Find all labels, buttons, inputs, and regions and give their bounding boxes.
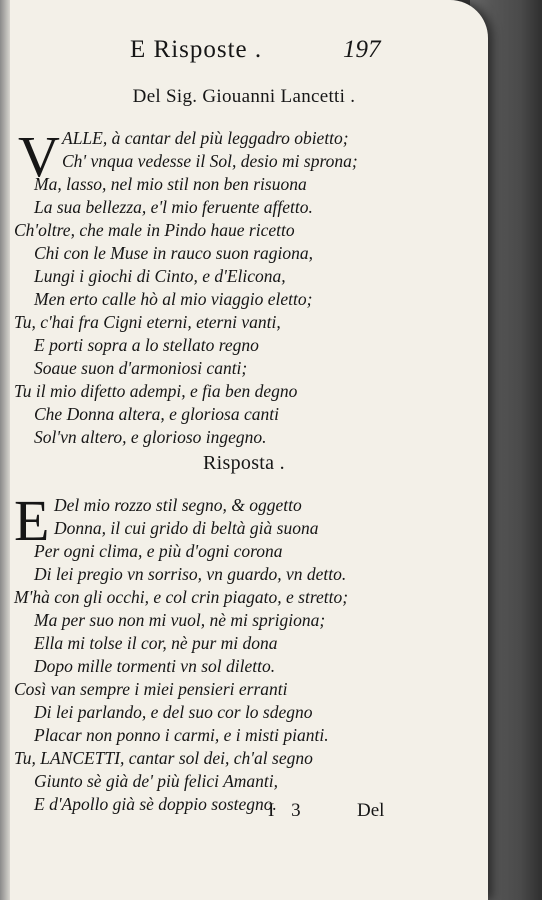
- verse-line: Ella mi tolse il cor, nè pur mi dona: [34, 633, 278, 653]
- verse-line: La sua bellezza, e'l mio feruente affetto.: [34, 197, 313, 217]
- verse-line: Dopo mille tormenti vn sol diletto.: [34, 656, 276, 676]
- verse-line: Placar non ponno i carmi, e i misti pianti.: [34, 725, 329, 745]
- verse-line: Tu il mio difetto adempi, e fia ben degno: [14, 381, 298, 401]
- verse-line: Chi con le Muse in rauco suon ragiona,: [34, 243, 314, 263]
- page-gutter-shadow: [0, 0, 10, 900]
- verse-line: Così van sempre i miei pensieri erranti: [14, 679, 288, 699]
- running-head: [0, 36, 488, 70]
- sonnet-2-heading: Risposta .: [203, 452, 285, 474]
- verse-line: Ma per suo non mi vuol, nè mi sprigiona;: [34, 610, 326, 630]
- verse-line: Soaue suon d'armoniosi canti;: [34, 358, 248, 378]
- verse-line: Tu, LANCETTI, cantar sol dei, ch'al segno: [14, 748, 313, 768]
- verse-line: Per ogni clima, e più d'ogni corona: [34, 541, 283, 561]
- verse-line: E porti sopra a lo stellato regno: [34, 335, 259, 355]
- verse-line: Men erto calle hò al mio viaggio eletto;: [34, 289, 313, 309]
- verse-line: Ch'oltre, che male in Pindo haue ricetto: [14, 220, 295, 240]
- verse-line: Lungi i giochi di Cinto, e d'Elicona,: [34, 266, 286, 286]
- verse-line: M'hà con gli occhi, e col crin piagato, e stretto;: [14, 587, 349, 607]
- verse-line: Di lei pregio vn sorriso, vn guardo, vn detto.: [34, 564, 347, 584]
- drop-cap: V: [18, 124, 60, 189]
- sonnet-1-heading: Del Sig. Giouanni Lancetti .: [132, 86, 356, 107]
- verse-line: Del mio rozzo stil segno, & oggetto: [54, 495, 302, 515]
- catchword: Del: [357, 800, 385, 821]
- verse-line: Sol'vn altero, e glorioso ingegno.: [34, 427, 267, 447]
- running-title: E Risposte .: [130, 36, 263, 63]
- verse-line: E d'Apollo già sè doppio sostegno.: [34, 794, 277, 814]
- verse-line: Di lei parlando, e del suo cor lo sdegno: [34, 702, 313, 722]
- verse-line: Ma, lasso, nel mio stil non ben risuona: [34, 174, 307, 194]
- verse-line: Tu, c'hai fra Cigni eterni, eterni vanti,: [14, 312, 281, 332]
- verse-line: ALLE, à cantar del più leggadro obietto;: [62, 128, 349, 148]
- verse-line: Ch' vnqua vedesse il Sol, desio mi sprona;: [62, 151, 358, 171]
- verse-line: Che Donna altera, e gloriosa canti: [34, 404, 279, 424]
- verse-line: Giunto sè già de' più felici Amanti,: [34, 771, 279, 791]
- signature-mark: I 3: [268, 800, 307, 821]
- drop-cap: E: [14, 488, 50, 553]
- verse-line: Donna, il cui grido di beltà già suona: [54, 518, 319, 538]
- page-number: 197: [343, 36, 381, 63]
